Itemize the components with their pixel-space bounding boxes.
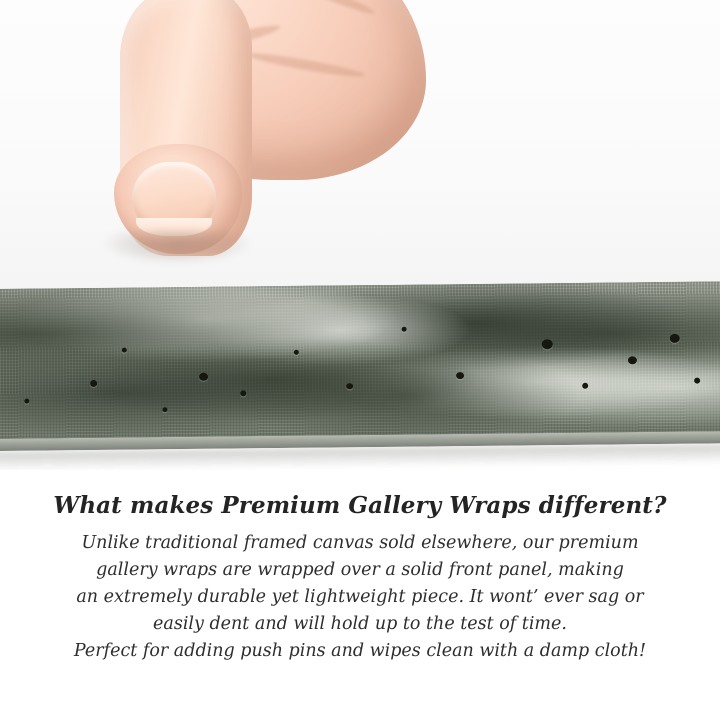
canvas-speck <box>199 373 208 381</box>
finger-contact-shadow <box>102 230 252 264</box>
canvas-speck <box>24 399 29 404</box>
canvas-speck <box>582 383 588 389</box>
caption-line: Unlike traditional framed canvas sold elsewhere, our premium <box>81 533 639 553</box>
canvas-speck <box>162 407 167 412</box>
canvas-speck <box>122 348 127 353</box>
canvas-speck <box>456 372 464 379</box>
canvas-speck <box>346 383 353 389</box>
canvas-speck <box>240 390 246 396</box>
canvas-speck <box>670 334 680 343</box>
canvas-printed-surface <box>0 281 720 439</box>
caption-heading: What makes Premium Gallery Wraps different? <box>53 492 667 519</box>
canvas-edge-icon <box>0 281 720 451</box>
canvas-speck <box>694 378 700 384</box>
canvas-speck <box>542 339 553 349</box>
caption-line: Perfect for adding push pins and wipes clean with a damp cloth! <box>73 641 647 661</box>
canvas-speck <box>402 327 407 332</box>
canvas-speck <box>628 356 637 364</box>
hand-pointing-icon <box>96 0 426 320</box>
caption-line: easily dent and will hold up to the test of time. <box>153 614 567 634</box>
caption-line: gallery wraps are wrapped over a solid front panel, making <box>96 560 624 580</box>
caption-body <box>0 530 720 665</box>
caption-line: an extremely durable yet lightweight piece. It wont’ ever sag or <box>76 587 644 607</box>
canvas-speck <box>90 380 97 387</box>
canvas-speck <box>294 350 299 355</box>
caption-block <box>0 492 720 665</box>
